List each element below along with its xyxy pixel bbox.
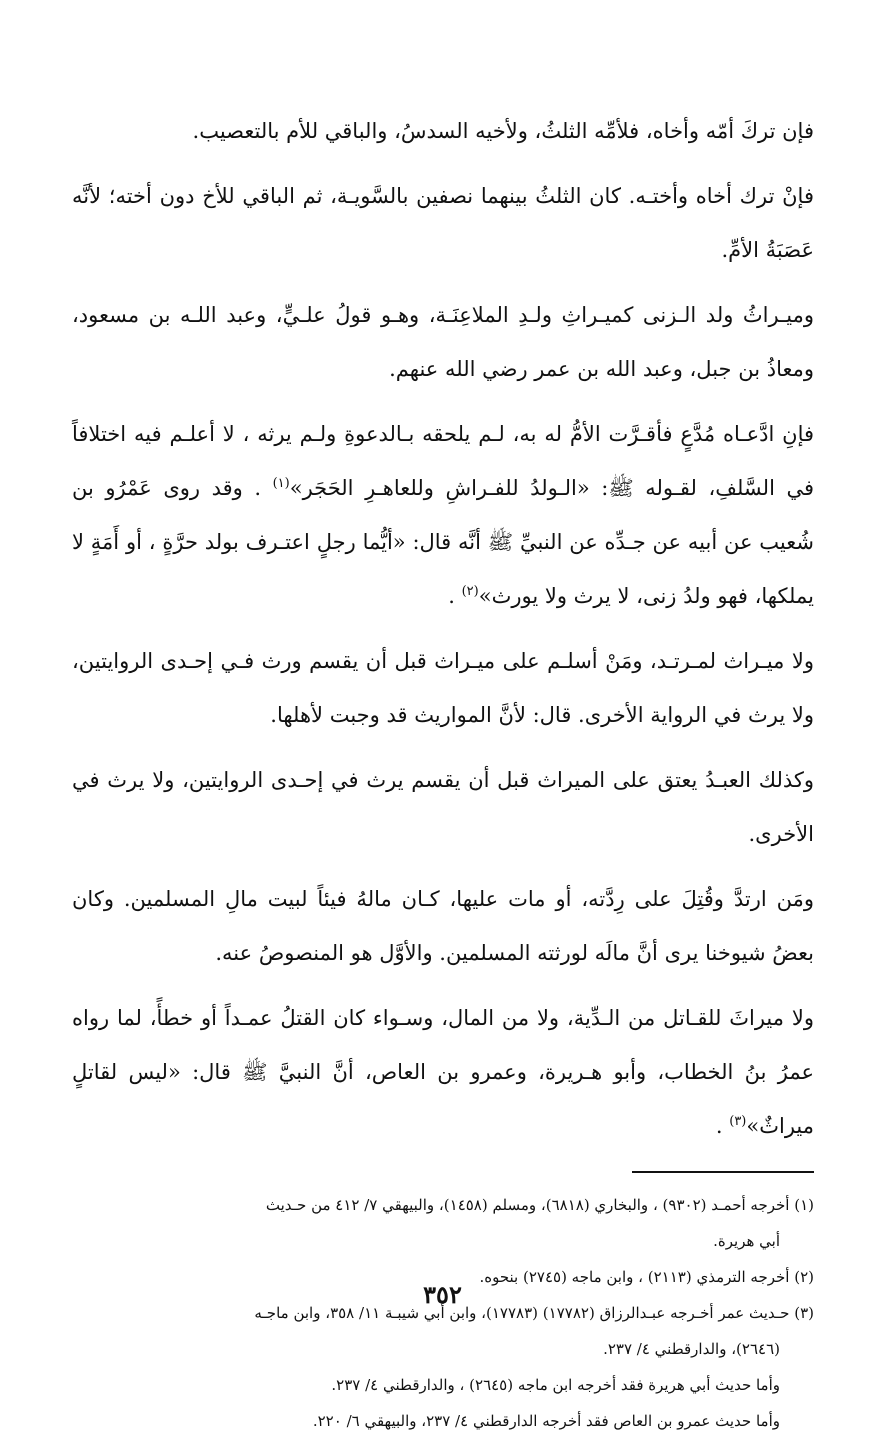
paragraph-text: ولا ميـراث لمـرتـد، ومَنْ أسلـم على ميـراث قبل أن يقسم ورث فـي إحـدى الروايتين، ولا يرث في الرواية الأخرى. قال: لأنَّ المواريث قد وجبت لأهلها. (72, 649, 814, 727)
paragraph-8 (72, 991, 814, 1153)
footnote-line: وأما حديث عمرو بن العاص فقد أخرجه الدارقطني ٤/ ٢٣٧، والبيهقي ٦/ ٢٢٠. (312, 1412, 780, 1430)
paragraph-text: . (715, 1114, 730, 1138)
footnote-line: (٢٦٤٦)، والدارقطني ٤/ ٢٣٧. (603, 1340, 780, 1358)
paragraph-6 (72, 753, 814, 861)
paragraph-3 (72, 288, 814, 396)
page-body (72, 104, 814, 1439)
footnote-line: (٢) أخرجه الترمذي (٢١١٣) ، وابن ماجه (٢٧٤٥) بنحوه. (479, 1268, 814, 1286)
footnote-line: (٣) حـديث عمر أخـرجه عبـدالرزاق (١٧٧٨٢) (١٧٧٨٣)، وابن أبي شيبـة ١١/ ٣٥٨، وابن ماجـه (254, 1304, 814, 1322)
paragraph-7 (72, 872, 814, 980)
paragraph-2 (72, 169, 814, 277)
footnote-line: (١) أخرجه أحمـد (٩٣٠٢) ، والبخاري (٦٨١٨)، ومسلم (١٤٥٨)، والبيهقي ٧/ ٤١٢ من حـديث (265, 1196, 814, 1214)
paragraph-text[interactable]: (٢) (461, 584, 479, 599)
paragraph-text: وكذلك العبـدُ يعتق على الميراث قبل أن يقسم يرث في إحـدى الروايتين، ولا يرث في الأخرى. (72, 768, 814, 846)
paragraph-5 (72, 634, 814, 742)
paragraph-text: فإن تركَ أمّه وأخاه، فلأمِّه الثلثُ، ولأخيه السدسُ، والباقي للأم بالتعصيب. (192, 119, 814, 143)
paragraph-1 (72, 104, 814, 158)
footnote-line: أبي هريرة. (713, 1232, 780, 1250)
paragraph-text: . (448, 584, 462, 608)
paragraph-4 (72, 407, 814, 623)
footnote-marker[interactable]: (٣) (729, 1114, 747, 1129)
paragraph-text: . وقد روى عَمْرُو بن شُعيب عن أبيه عن جـدِّه عن النبيِّ ﷺ أنَّه قال: «أيُّما رجلٍ اعتـرف بولد حرَّةٍ ، أو أَمَةٍ لا يملكها، فهو ولدُ زنى، لا يرث ولا يورث» (72, 476, 814, 608)
page-number: ٣٥٢ (423, 1280, 462, 1309)
paragraph-text: ولا ميراثَ للقـاتل من الـدِّية، ولا من المال، وسـواء كان القتلُ عمـداً أو خطأً، لما رواه عمرُ بنُ الخطاب، وأبو هـريرة، وعمرو بن العاص، أنَّ النبيَّ ﷺ قال: «ليس لقاتلٍ ميراثٌ» (72, 1006, 814, 1138)
paragraph-text: وميـراثُ ولد الـزنى كميـراثِ ولـدِ الملاعِنَـة، وهـو قولُ علـيٍّ، وعبد اللـه بن مسعود، ومعاذُ بن جبل، وعبد الله بن عمر رضي الله عنهم. (72, 303, 814, 381)
paragraph-text: فإنْ ترك أخاه وأختـه. كان الثلثُ بينهما نصفين بالسَّويـة، ثم الباقي للأخ دون أخته؛ لأنَّه عَصَبَةُ الأمِّ. (72, 184, 814, 262)
footnote-line: وأما حديث أبي هريرة فقد أخرجه ابن ماجه (٢٦٤٥) ، والدارقطني ٤/ ٢٣٧. (331, 1376, 780, 1394)
footnote-divider (632, 1171, 814, 1173)
paragraph-text: ومَن ارتدَّ وقُتِلَ على رِدَّته، أو مات عليها، كـان مالهُ فيئاً لبيت مالِ المسلمين. وكان بعضُ شيوخنا يرى أنَّ مالَه لورثته المسلمين. والأوَّل هو المنصوصُ عنه. (72, 887, 814, 965)
footnote-marker[interactable]: (١) (272, 476, 290, 491)
paragraph-text: فإنِ ادَّعـاه مُدَّعٍ فأقـرَّت الأمُّ له به، لـم يلحقه بـالدعوةِ ولـم يرثه ، لا أعلـم فيه اختلافاً في السَّلفِ، لقـوله ﷺ: «الـولدُ للفـراشِ وللعاهـرِ الحَجَر» (72, 422, 814, 500)
